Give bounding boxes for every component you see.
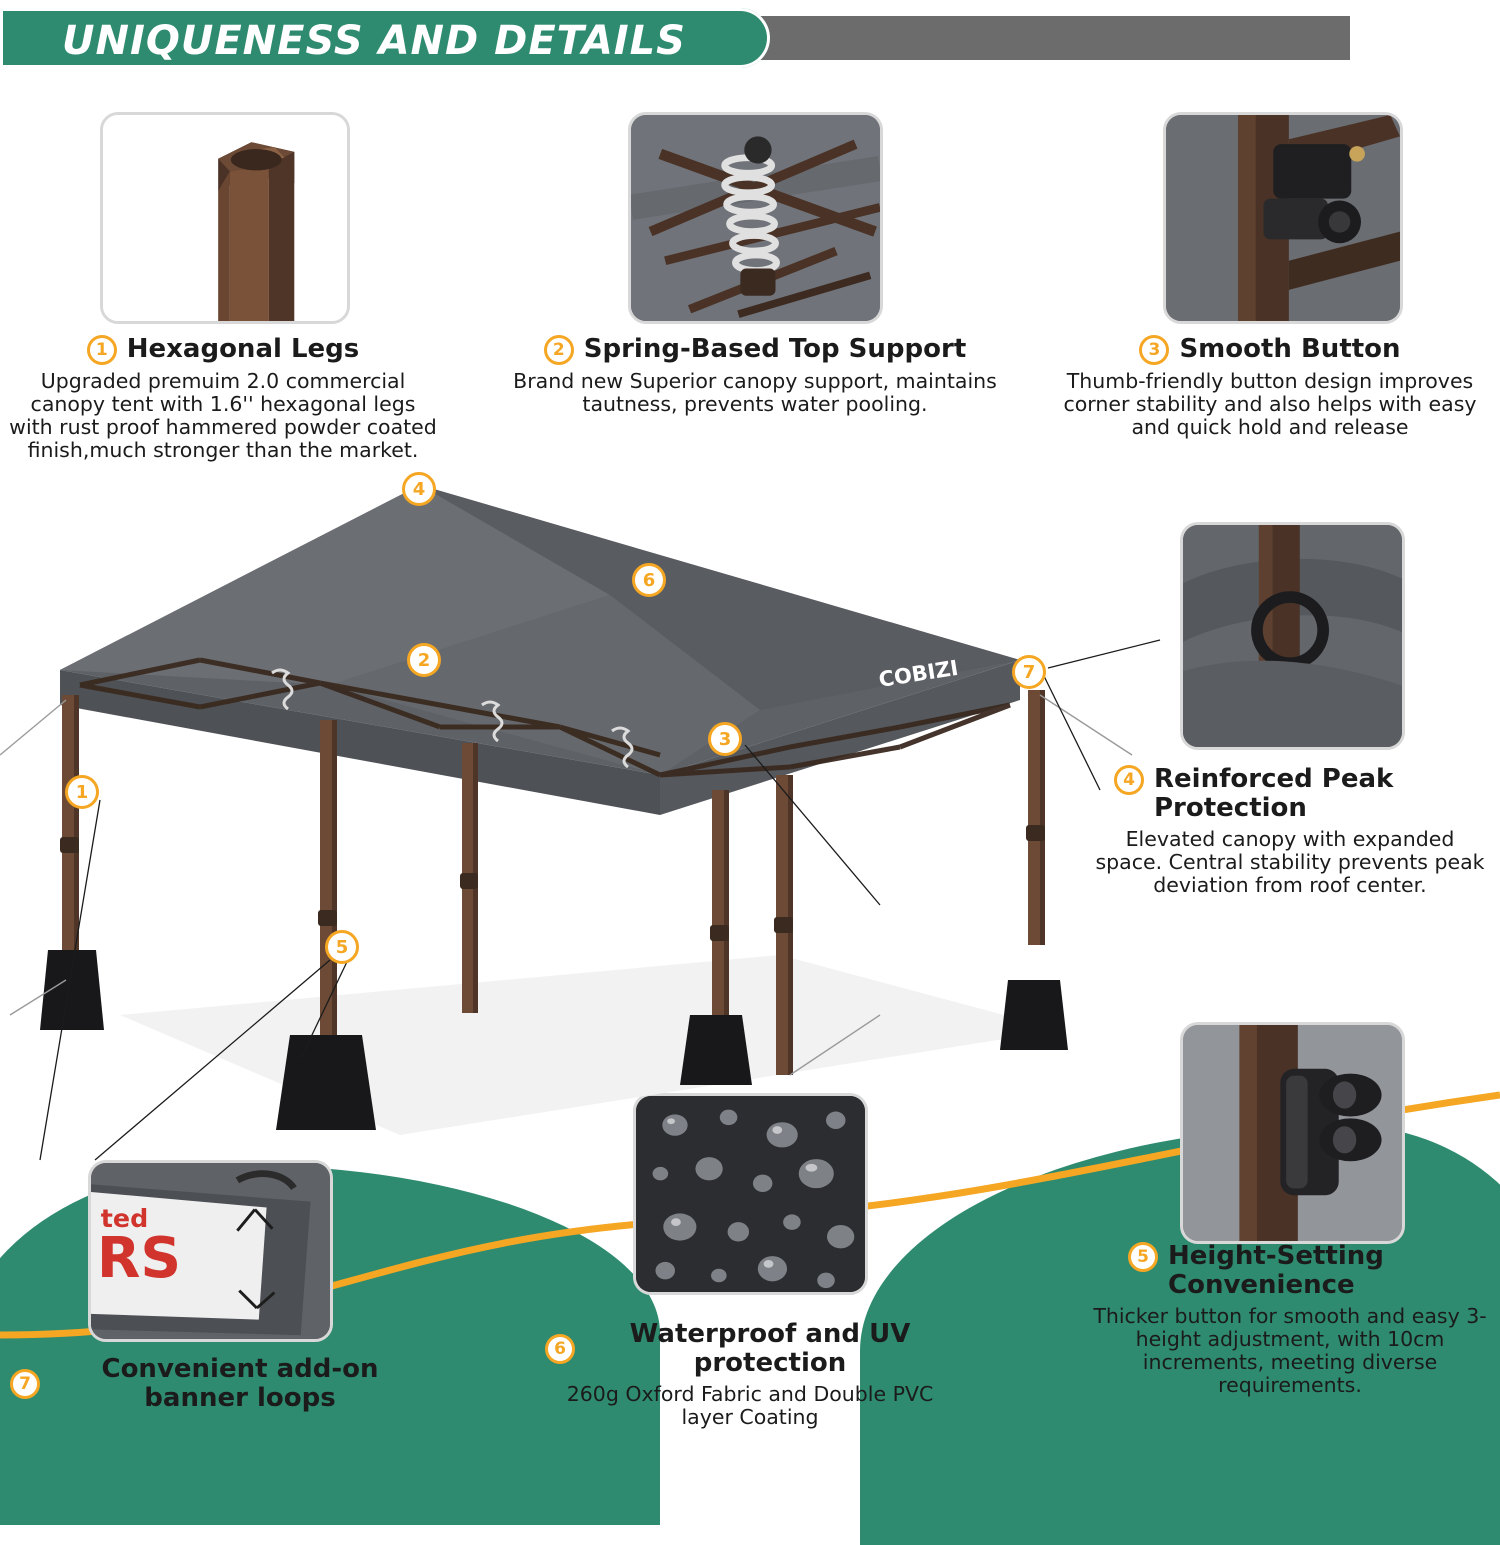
svg-text:RS: RS (96, 1226, 182, 1292)
feature-3-title: Smooth Button (1179, 334, 1401, 365)
photo-hexagonal-legs (100, 112, 350, 324)
feature-2 (505, 335, 1005, 416)
feature-4 (1090, 765, 1490, 897)
feature-4-desc: Elevated canopy with expanded space. Central stability prevents peak deviation from roof center. (1095, 827, 1485, 898)
page-header (0, 8, 1500, 68)
feature-7-title: Convenient add-on banner loops (101, 1354, 379, 1414)
callout-5: 5 (325, 930, 359, 964)
feature-6-title: Waterproof and UV protection (629, 1319, 911, 1379)
feature-3-desc: Thumb-friendly button design improves corner stability and also helps with easy and quick hold and release (1063, 369, 1477, 439)
feature-7-heading (10, 1355, 430, 1413)
callout-3: 3 (708, 722, 742, 756)
feature-7 (10, 1355, 430, 1413)
feature-6 (545, 1320, 955, 1429)
feature-5 (1090, 1242, 1490, 1397)
callout-1: 1 (65, 775, 99, 809)
feature-5-title: Height-Setting Convenience (1168, 1241, 1384, 1301)
tent-illustration (0, 455, 1140, 1175)
feature-6-badge: 6 (545, 1334, 575, 1364)
callout-7: 7 (1012, 655, 1046, 689)
feature-4-badge: 4 (1114, 765, 1144, 795)
feature-2-title: Spring-Based Top Support (583, 334, 967, 365)
feature-1-badge: 1 (87, 335, 117, 365)
feature-7-badge: 7 (10, 1369, 40, 1399)
feature-5-desc: Thicker button for smooth and easy 3-height adjustment, with 10cm increments, meeting diverse requirements. (1093, 1304, 1487, 1398)
feature-3-badge: 3 (1139, 335, 1169, 365)
feature-5-heading (1090, 1242, 1490, 1300)
callout-4: 4 (402, 472, 436, 506)
photo-spring-support (628, 112, 883, 324)
feature-6-heading (545, 1320, 955, 1378)
feature-2-badge: 2 (544, 335, 574, 365)
feature-4-heading (1090, 765, 1490, 823)
svg-text:ted: ted (100, 1203, 149, 1233)
photo-smooth-button (1163, 112, 1403, 324)
page-title: UNIQUENESS AND DETAILS (62, 18, 686, 64)
feature-5-badge: 5 (1128, 1242, 1158, 1272)
photo-reinforced-peak (1180, 522, 1405, 750)
brand-logo: COBIZI (877, 655, 960, 692)
callout-2: 2 (407, 643, 441, 677)
feature-1 (8, 335, 438, 462)
feature-3-heading (1055, 335, 1485, 365)
photo-banner-loops (88, 1160, 333, 1342)
feature-1-heading (8, 335, 438, 365)
feature-2-desc: Brand new Superior canopy support, maintains tautness, prevents water pooling. (513, 369, 997, 416)
feature-3 (1055, 335, 1485, 439)
feature-2-heading (505, 335, 1005, 365)
feature-4-title: Reinforced Peak Protection (1154, 764, 1394, 824)
photo-height-setting (1180, 1022, 1405, 1244)
feature-1-title: Hexagonal Legs (126, 334, 360, 365)
callout-6: 6 (632, 563, 666, 597)
feature-1-desc: Upgraded premuim 2.0 commercial canopy tent with 1.6'' hexagonal legs with rust proof hammered powder coated finish,much stronger than the market. (9, 369, 437, 462)
feature-6-desc: 260g Oxford Fabric and Double PVC layer Coating (566, 1382, 934, 1430)
